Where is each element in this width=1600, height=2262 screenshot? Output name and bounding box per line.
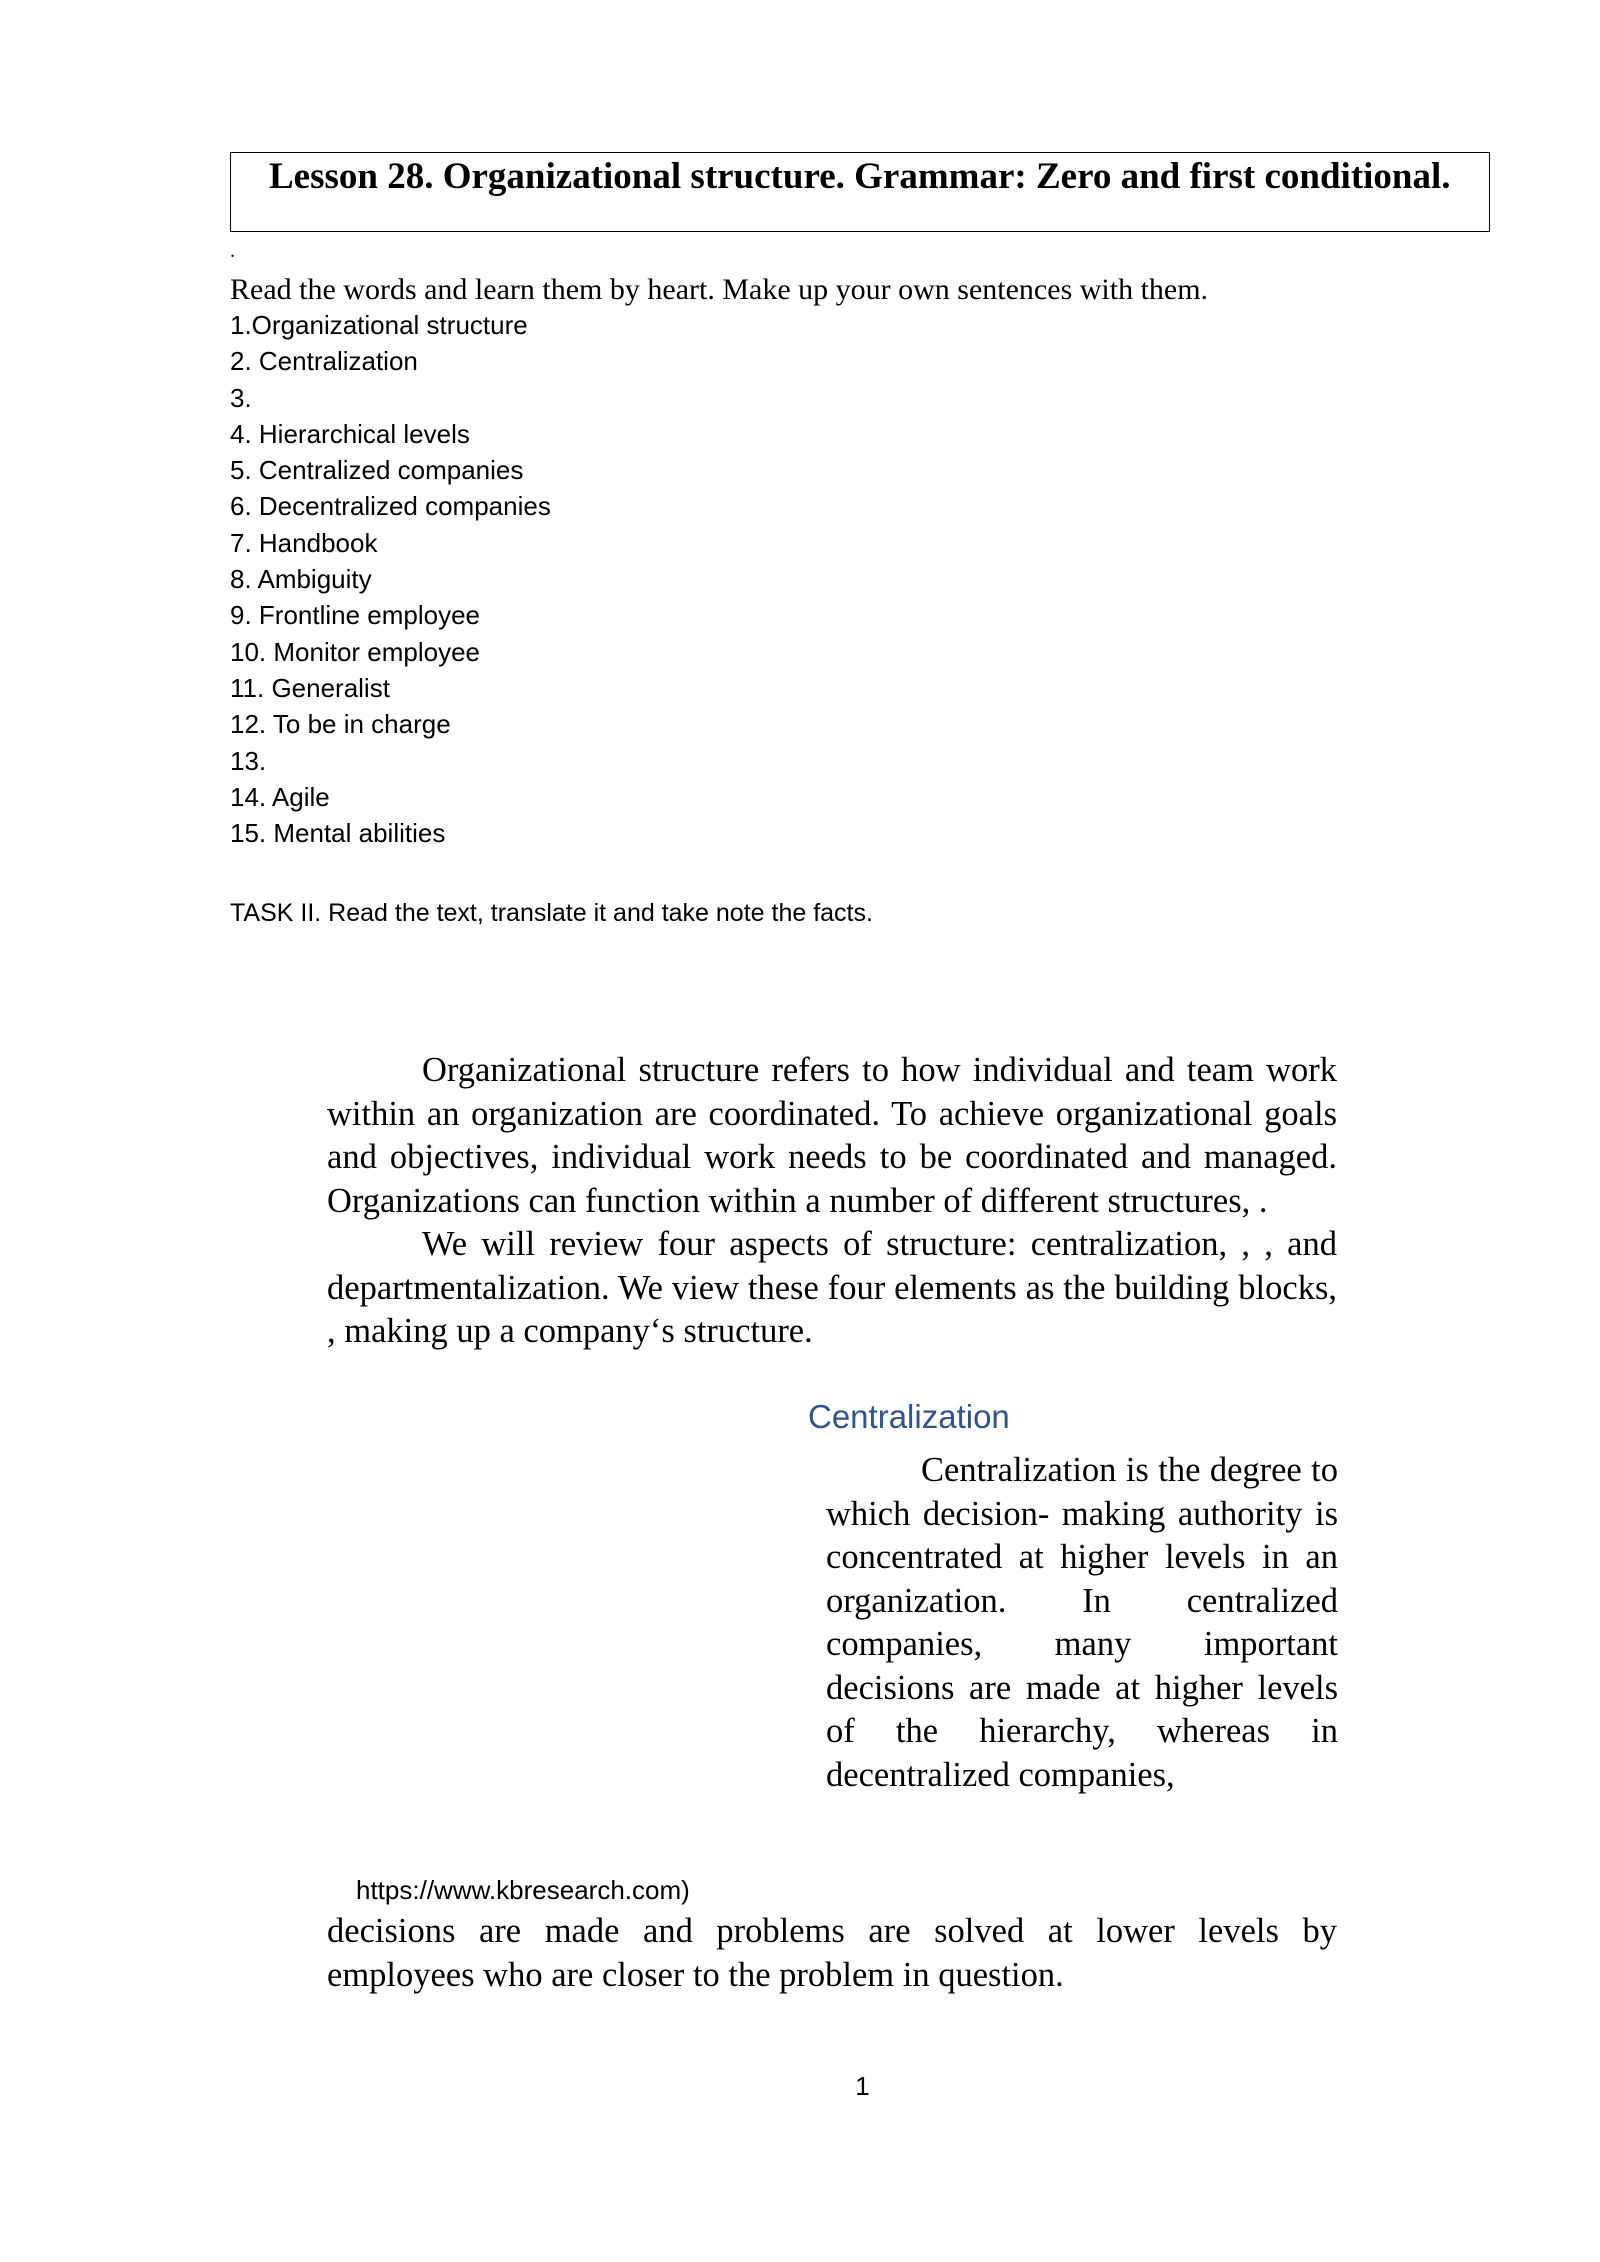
- vocabulary-item: 7. Handbook: [230, 527, 378, 558]
- vocabulary-item: 13.: [230, 745, 267, 776]
- intro-paragraph: Organizational structure refers to how individual and team work within an organization are coordinated. To achieve organizational goals and objectives, individual work needs to be coordinated and managed. Organizations can function within a number of different structures, .: [327, 1051, 1337, 1220]
- vocabulary-item: 9. Frontline employee: [230, 600, 481, 631]
- vocabulary-item: 12. To be in charge: [230, 709, 451, 740]
- vocabulary-item: 10. Monitor employee: [230, 636, 481, 667]
- title-box: [230, 152, 1490, 232]
- vocabulary-item: 1.Organizational structure: [230, 310, 528, 340]
- vocabulary-item: 4. Hierarchical levels: [230, 418, 470, 449]
- vocabulary-item: 6. Decentralized companies: [230, 491, 551, 522]
- vocabulary-item: 2. Centralization: [230, 346, 418, 377]
- vocabulary-item: 3.: [230, 382, 252, 413]
- vocabulary-item: 8. Ambiguity: [230, 564, 372, 595]
- stray-dot: .: [230, 240, 235, 262]
- vocabulary-item: 15. Mental abilities: [230, 818, 446, 849]
- intro-text-block: [327, 1049, 1337, 1354]
- centralization-paragraph: Centralization is the degree to which decision- making authority is concentrated at higher levels in an organization. In centralized companies, many important decisions are made at higher levels of the hierarchy, whereas in decentralized companies,: [826, 1451, 1338, 1794]
- centralization-heading: Centralization: [808, 1398, 1010, 1435]
- vocabulary-item: 11. Generalist: [230, 672, 390, 703]
- task-instruction: TASK II. Read the text, translate it and take note the facts.: [230, 899, 873, 927]
- continuation-paragraph: decisions are made and problems are solved at lower levels by employees who are closer to the problem in question.: [327, 1912, 1337, 1994]
- vocabulary-item: 14. Agile: [230, 781, 330, 812]
- lesson-title: Lesson 28. Organizational structure. Grammar: Zero and first conditional.: [269, 156, 1451, 197]
- vocabulary-instruction: Read the words and learn them by heart. Make up your own sentences with them.: [230, 273, 1209, 306]
- page-number: 1: [855, 2071, 870, 2101]
- vocabulary-item: 5. Centralized companies: [230, 455, 524, 486]
- source-link-text: https://www.kbresearch.com): [356, 1875, 690, 1905]
- aspects-paragraph: We will review four aspects of structure: centralization, , , and departmentalization. We view these four elements as the building blocks, , making up a company‘s structure.: [327, 1225, 1337, 1350]
- vocabulary-list: [230, 307, 551, 851]
